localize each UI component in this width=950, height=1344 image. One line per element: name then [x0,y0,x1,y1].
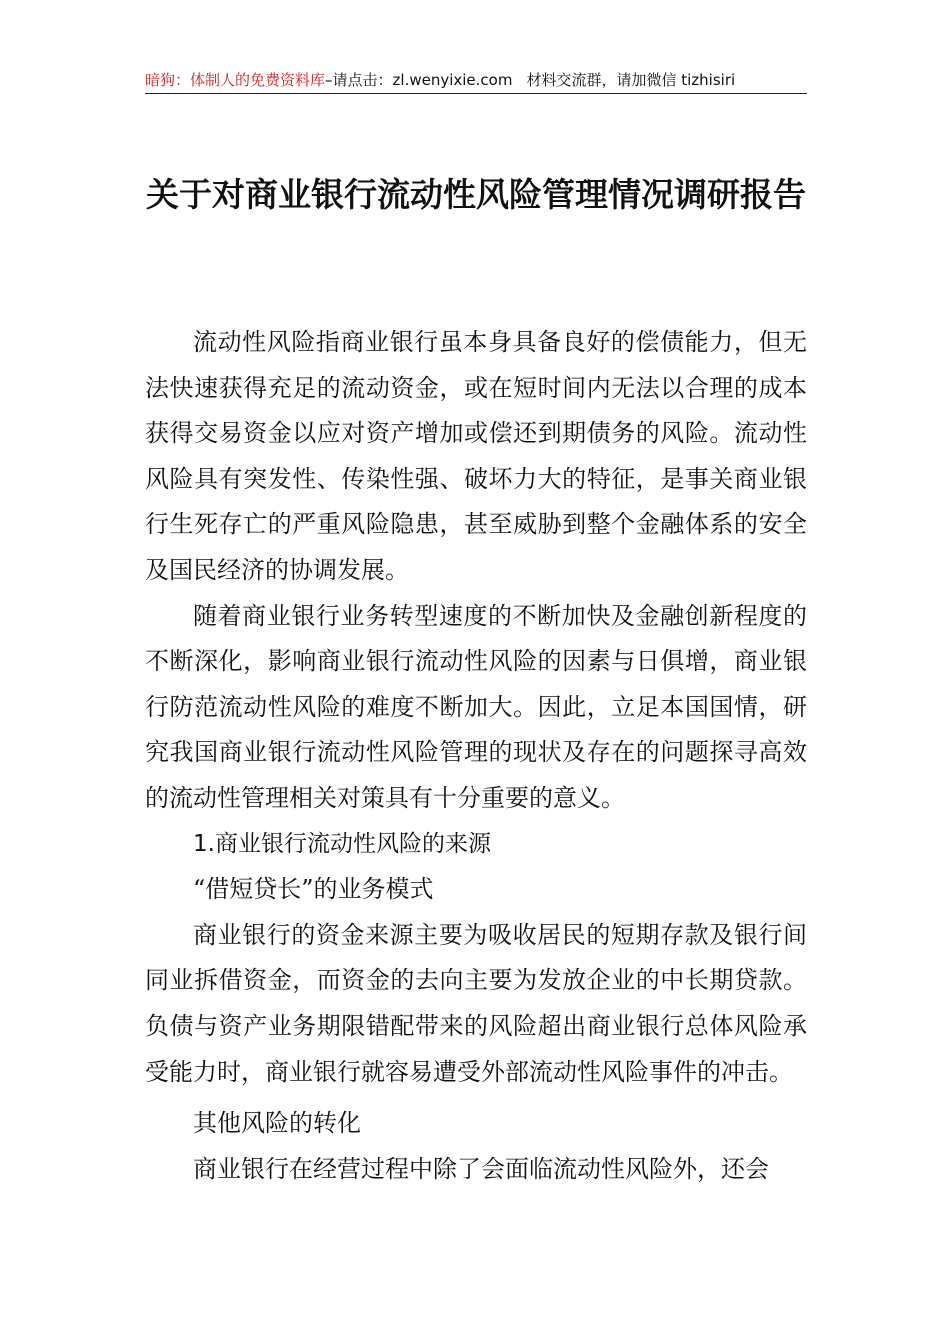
document-title: 关于对商业银行流动性风险管理情况调研报告 [146,175,806,214]
header-click-label: –请点击： [325,71,393,89]
document-body [145,320,807,1192]
subheading-2: 其他风险的转化 [193,1109,361,1138]
paragraph-1: 流动性风险指商业银行虽本身具备良好的偿债能力，但无法快速获得充足的流动资金，或在短时间内无法以合理的成本获得交易资金以应对资产增加或偿还到期债务的风险。流动性风险具有突发性、传染性强、破坏力大的特征，是事关商业银行生死存亡的严重风险隐患，甚至威胁到整个金融体系的安全及国民经济的协调发展。 [145,328,807,584]
header-site-name: 暗狗：体制人的免费资料库 [145,71,326,89]
paragraph-2: 随着商业银行业务转型速度的不断加快及金融创新程度的不断深化，影响商业银行流动性风险的因素与日俱增，商业银行防范流动性风险的难度不断加大。因此，立足本国国情，研究我国商业银行流动性风险管理的现状及存在的问题探寻高效的流动性管理相关对策具有十分重要的意义。 [145,601,807,812]
header-url-link[interactable]: zl.wenyixie.com [392,71,513,89]
subheading-1: “借短贷长”的业务模式 [193,875,434,904]
page-header [145,68,807,92]
paragraph-4: 商业银行在经营过程中除了会面临流动性风险外，还会 [193,1154,769,1183]
header-contact: 材料交流群，请加微信 tizhisiri [526,71,736,89]
header-divider [145,93,807,94]
section-heading: 1.商业银行流动性风险的来源 [193,830,491,857]
paragraph-3: 商业银行的资金来源主要为吸收居民的短期存款及银行间同业拆借资金，而资金的去向主要为发放企业的中长期贷款。负债与资产业务期限错配带来的风险超出商业银行总体风险承受能力时，商业银行就容易遭受外部流动性风险事件的冲击。 [145,920,807,1086]
